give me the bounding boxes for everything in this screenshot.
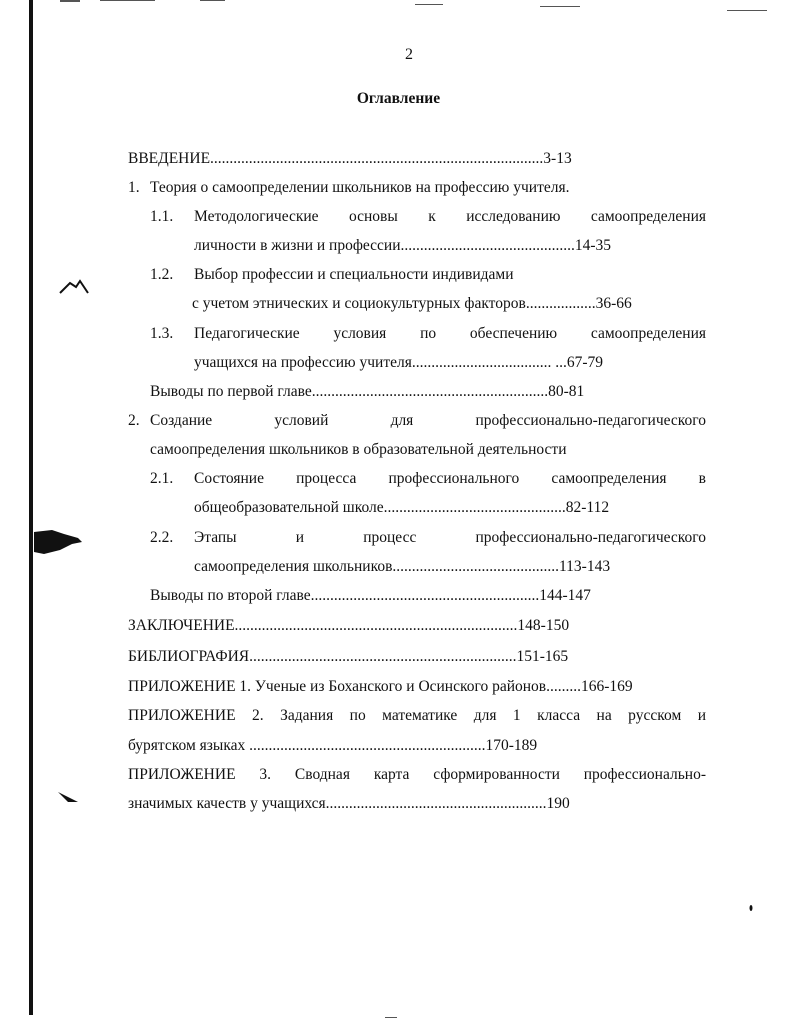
toc-section-title: Педагогические условия по обеспечению самоопределения	[194, 325, 706, 342]
toc-chapter-title-cont: самоопределения школьников в образовательной деятельности	[150, 441, 567, 458]
toc-section-number: 2.1.	[150, 470, 174, 487]
scan-artifact	[540, 6, 580, 7]
scan-left-edge	[29, 0, 33, 1015]
toc-entry-appendix-3-cont: значимых качеств у учащихся.........................................................190	[128, 795, 570, 812]
toc-section-number: 1.3.	[150, 325, 174, 342]
toc-section-title-cont: самоопределения школьников...........................................113-143	[194, 558, 611, 575]
toc-entry-intro: ВВЕДЕНИЕ......................................................................................3-13	[128, 150, 572, 167]
toc-entry-conclusions-1: Выводы по первой главе.............................................................80-81	[150, 383, 585, 400]
toc-section-title-cont: с учетом этнических и социокультурных факторов..................36-66	[192, 295, 632, 312]
toc-section-title-cont: учащихся на профессию учителя.................................... ...67-79	[194, 354, 604, 371]
toc-section-title: Методологические основы к исследованию самоопределения	[194, 208, 706, 225]
scan-artifact	[100, 0, 155, 1]
toc-entry-conclusions-2: Выводы по второй главе...........................................................144-147	[150, 587, 591, 604]
toc-chapter-title: Создание условий для профессионально-педагогического	[150, 412, 706, 429]
toc-entry-conclusion: ЗАКЛЮЧЕНИЕ.........................................................................148-150	[128, 617, 570, 634]
toc-section-title: Состояние процесса профессионального самоопределения в	[194, 470, 706, 487]
scan-artifact	[200, 0, 225, 1]
scan-dot	[748, 904, 754, 912]
scan-mark	[58, 275, 92, 297]
scan-blot	[34, 528, 84, 556]
toc-entry-appendix-1: ПРИЛОЖЕНИЕ 1. Ученые из Боханского и Осинского районов.........166-169	[128, 678, 633, 695]
toc-section-title: Этапы и процесс профессионально-педагогического	[194, 529, 706, 546]
page-number: 2	[405, 46, 413, 63]
toc-section-number: 1.2.	[150, 266, 174, 283]
toc-chapter-number: 1.	[128, 179, 140, 196]
toc-chapter-title: Теория о самоопределении школьников на профессию учителя.	[150, 179, 570, 196]
toc-chapter-number: 2.	[128, 412, 140, 429]
page-title: Оглавление	[356, 90, 441, 107]
scan-artifact	[415, 4, 443, 5]
toc-section-title-cont: общеобразовательной школе...............................................82-112	[194, 499, 610, 516]
scan-artifact	[727, 10, 767, 11]
toc-section-title-cont: личности в жизни и профессии.............................................14-35	[194, 237, 612, 254]
toc-entry-appendix-3: ПРИЛОЖЕНИЕ 3. Сводная карта сформированности профессионально-	[128, 766, 706, 783]
toc-section-number: 1.1.	[150, 208, 174, 225]
scan-mark	[56, 790, 80, 806]
toc-entry-bibliography: БИБЛИОГРАФИЯ.....................................................................151-165	[128, 648, 569, 665]
toc-entry-appendix-2: ПРИЛОЖЕНИЕ 2. Задания по математике для 1 класса на русском и	[128, 707, 706, 724]
scan-artifact	[60, 0, 80, 2]
toc-entry-appendix-2-cont: бурятском языках .............................................................170-189	[128, 737, 538, 754]
toc-section-title: Выбор профессии и специальности индивидами	[194, 266, 514, 283]
scan-artifact	[385, 1017, 397, 1018]
toc-section-number: 2.2.	[150, 529, 174, 546]
